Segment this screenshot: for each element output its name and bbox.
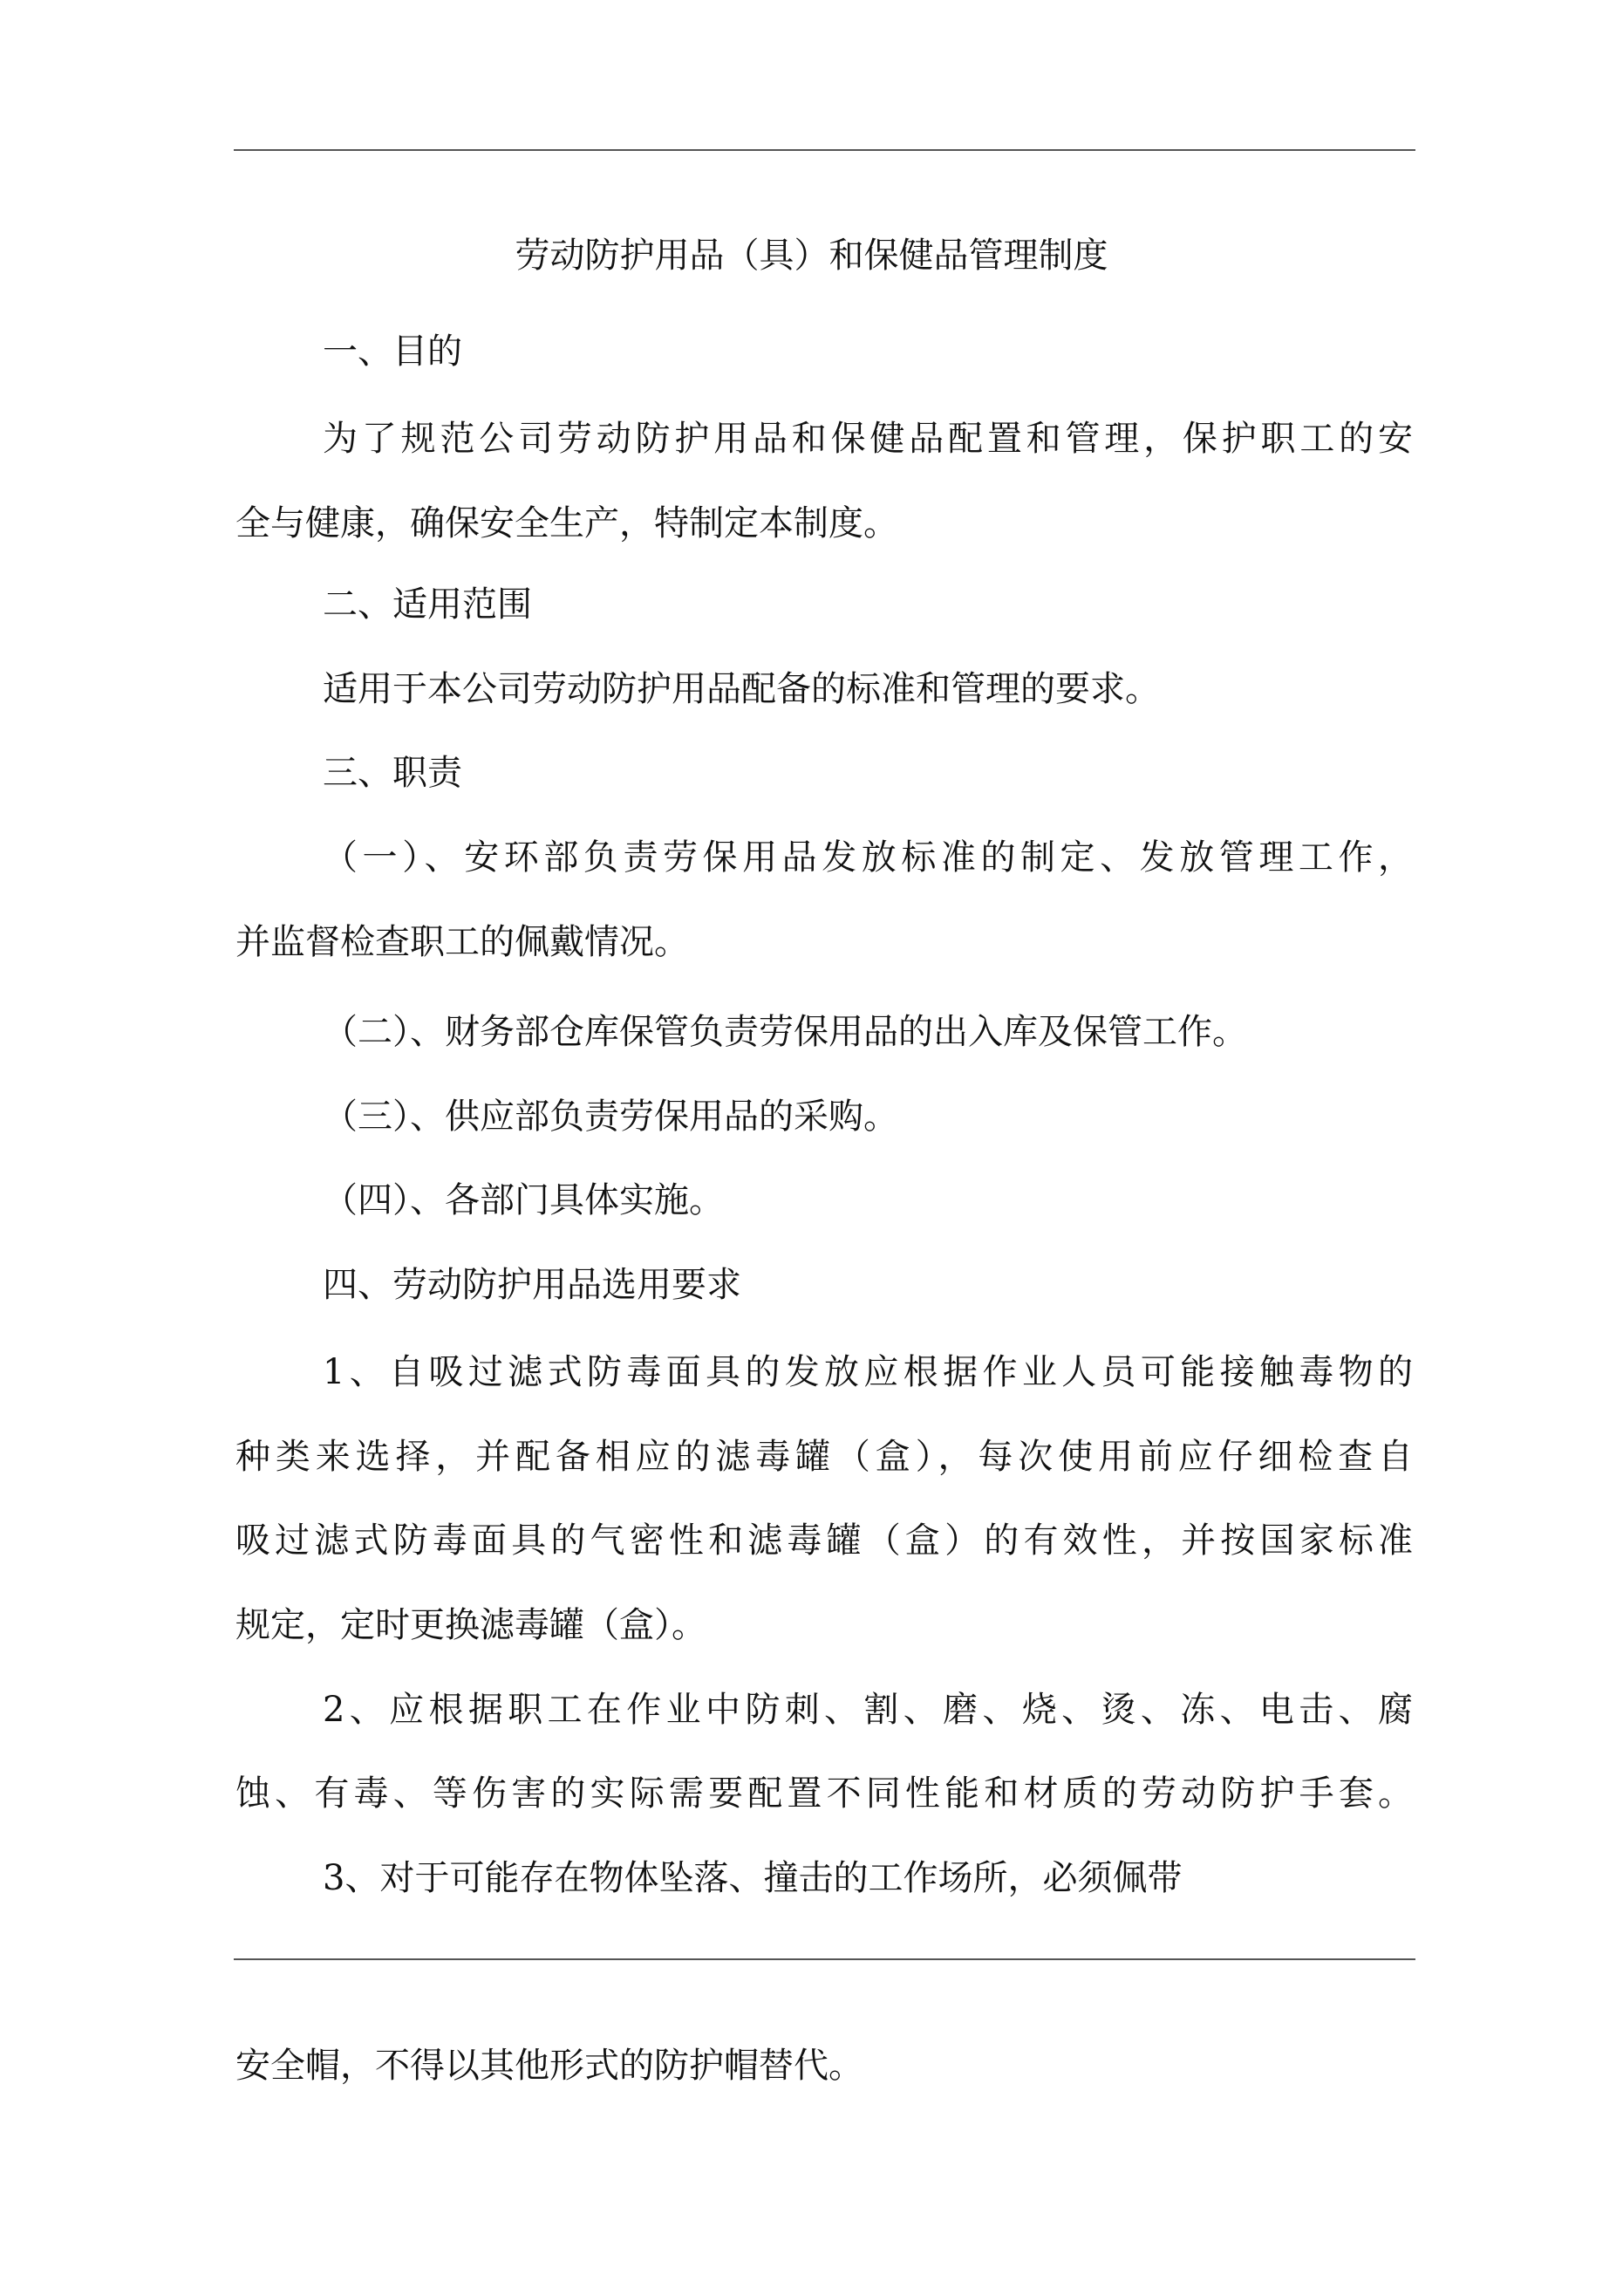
section-heading-duties: 三、职责 <box>323 753 462 793</box>
duty-item-1-line-1: （一）、安环部负责劳保用品发放标准的制定、发放管理工作， <box>323 837 1413 878</box>
purpose-text-line-2: 全与健康，确保安全生产，特制定本制度。 <box>235 503 898 543</box>
duty-item-2: （二）、财务部仓库保管负责劳保用品的出入库及保管工作。 <box>323 1012 1247 1052</box>
requirement-1-line-2: 种类来选择，并配备相应的滤毒罐（盒），每次使用前应仔细检查自 <box>235 1437 1413 1477</box>
section-heading-requirements: 四、劳动防护用品选用要求 <box>323 1265 741 1305</box>
section-heading-purpose: 一、目的 <box>323 331 462 372</box>
section-heading-scope: 二、适用范围 <box>323 584 532 625</box>
page-break-rule <box>234 1958 1415 1960</box>
requirement-1-line-3: 吸过滤式防毒面具的气密性和滤毒罐（盒）的有效性，并按国家标准 <box>235 1520 1413 1561</box>
purpose-text-line-1: 为了规范公司劳动防护用品和保健品配置和管理，保护职工的安 <box>323 419 1413 459</box>
page-2-continuation-text: 安全帽，不得以其他形式的防护帽替代。 <box>235 2046 863 2086</box>
page-top-rule <box>234 149 1415 151</box>
requirement-2-line-1: 2、应根据职工在作业中防刺、割、磨、烧、烫、冻、电击、腐 <box>323 1690 1413 1730</box>
requirement-1-line-4: 规定，定时更换滤毒罐（盒）。 <box>235 1605 706 1645</box>
document-title: 劳动防护用品（具）和保健品管理制度 <box>515 236 1108 276</box>
requirement-2-line-2: 蚀、有毒、等伤害的实际需要配置不同性能和材质的劳动防护手套。 <box>235 1773 1413 1814</box>
duty-item-4: （四）、各部门具体实施。 <box>323 1180 724 1220</box>
duty-item-1-line-2: 并监督检查职工的佩戴情况。 <box>235 922 689 962</box>
requirement-3-line-1: 3、对于可能存在物体坠落、撞击的工作场所，必须佩带 <box>323 1858 1183 1898</box>
scope-text: 适用于本公司劳动防护用品配备的标准和管理的要求。 <box>323 669 1160 709</box>
duty-item-3: （三）、供应部负责劳保用品的采购。 <box>323 1097 898 1137</box>
requirement-1-line-1: 1、自吸过滤式防毒面具的发放应根据作业人员可能接触毒物的 <box>323 1352 1413 1392</box>
